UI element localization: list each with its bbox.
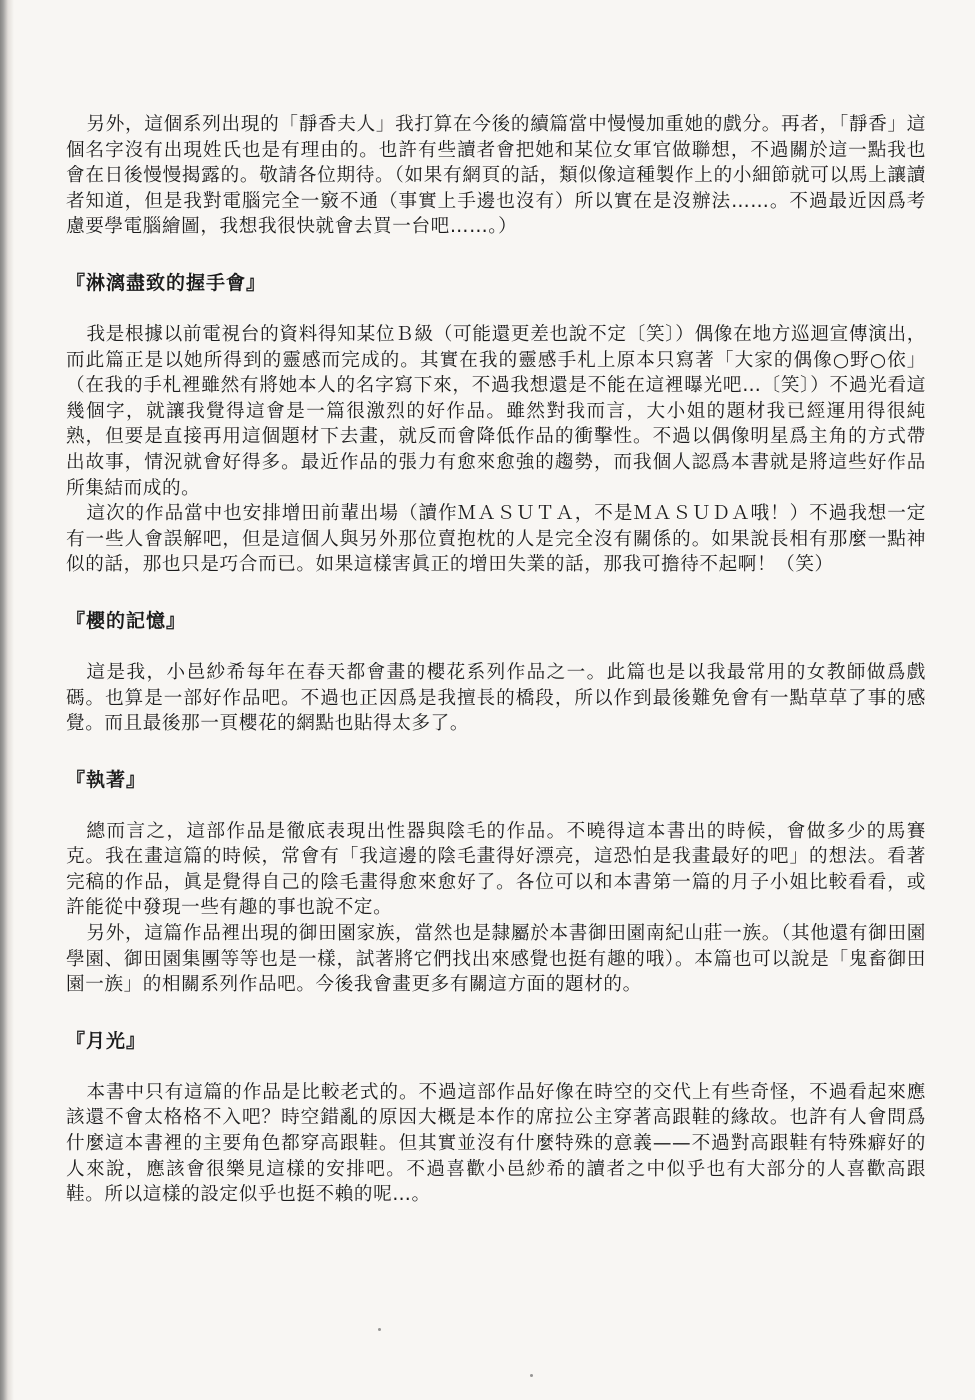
section-handshake-paragraph-1: 我是根據以前電視台的資料得知某位Ｂ級（可能還更差也說不定〔笑〕）偶像在地方巡迴宣傳演出，而此篇正是以她所得到的靈感而完成的。其實在我的靈感手札上原本只寫著「大家的偶像○野○依」（在我的手札裡雖然有將她本人的名字寫下來，不過我想還是不能在這裡曝光吧…〔笑〕）不過光看這幾個字，就讓我覺得這會是一篇很激烈的好作品。雖然對我而言，大小姐的題材我已經運用得很純熟，但要是直接再用這個題材下去畫，就反而會降低作品的衝擊性。不過以偶像明星爲主角的方式帶出故事，情況就會好得多。最近作品的張力有愈來愈強的趨勢，而我個人認爲本書就是將這些好作品所集結而成的。 <box>66 323 926 499</box>
section-title-obsession: 『執著』 <box>66 768 147 791</box>
section-handshake-paragraph-2: 這次的作品當中也安排增田前輩出場（讀作ＭＡＳＵＴＡ，不是ＭＡＳＵＤＡ哦！）不過我想一定有一些人會誤解吧，但是這個人與另外那位賣抱枕的人是完全沒有關係的。如果說長相有那麼一點神似的話，那也只是巧合而已。如果這樣害眞正的增田失業的話，那我可擔待不起啊！（笑） <box>66 503 926 576</box>
section-title-moonlight: 『月光』 <box>66 1029 147 1052</box>
section-sakura-paragraph-1: 這是我，小邑紗希每年在春天都會畫的櫻花系列作品之一。此篇也是以我最常用的女教師做爲戲碼。也算是一部好作品吧。不過也正因爲是我擅長的橋段，所以作到最後難免會有一點草草了事的感覺。而且最後那一頁櫻花的網點也貼得太多了。 <box>66 661 926 735</box>
section-title-sakura: 『櫻的記憶』 <box>66 609 187 632</box>
section-obsession-paragraph-2: 另外，這篇作品裡出現的御田園家族，當然也是隸屬於本書御田園南紀山莊一族。（其他還有御田園學園、御田園集團等等也是一樣，試著將它們找出來感覺也挺有趣的哦）。本篇也可以說是「鬼畜御田園一族」的相關系列作品吧。今後我會畫更多有關這方面的題材的。 <box>66 923 926 996</box>
intro-paragraph: 另外，這個系列出現的「靜香夫人」我打算在今後的續篇當中慢慢加重她的戲分。再者，「靜香」這個名字沒有出現姓氏也是有理由的。也許有些讀者會把她和某位女軍官做聯想，不過關於這一點我也會在日後慢慢揭露的。敬請各位期待。（如果有網頁的話，類似像這種製作上的小細節就可以馬上讓讀者知道，但是我對電腦完全一竅不通（事實上手邊也沒有）所以實在是沒辦法……。不過最近因爲考慮要學電腦繪圖，我想我很快就會去買一台吧……。） <box>66 114 926 238</box>
section-moonlight-paragraph-1: 本書中只有這篇的作品是比較老式的。不過這部作品好像在時空的交代上有些奇怪，不過看起來應該還不會太格格不入吧？時空錯亂的原因大概是本作的席拉公主穿著高跟鞋的緣故。也許有人會問爲什麼這本書裡的主要角色都穿高跟鞋。但其實並沒有什麼特殊的意義——不過對高跟鞋有特殊癖好的人來說，應該會很樂見這樣的安排吧。不過喜歡小邑紗希的讀者之中似乎也有大部分的人喜歡高跟鞋。所以這樣的設定似乎也挺不賴的呢…。 <box>66 1081 926 1206</box>
binding-edge-shadow <box>0 0 14 1400</box>
page-content <box>66 112 926 1208</box>
section-obsession-paragraph-1: 總而言之，這部作品是徹底表現出性器與陰毛的作品。不曉得這本書出的時候，會做多少的馬賽克。我在畫這篇的時候，常會有「我這邊的陰毛畫得好漂亮，這恐怕是我畫最好的吧」的想法。看著完稿的作品，眞是覺得自己的陰毛畫得愈來愈好了。各位可以和本書第一篇的月子小姐比較看看，或許能從中發現一些有趣的事也說不定。 <box>66 820 926 919</box>
scan-speck <box>378 1328 381 1331</box>
scan-speck <box>530 1374 533 1377</box>
section-title-handshake: 『淋漓盡致的握手會』 <box>66 271 267 294</box>
